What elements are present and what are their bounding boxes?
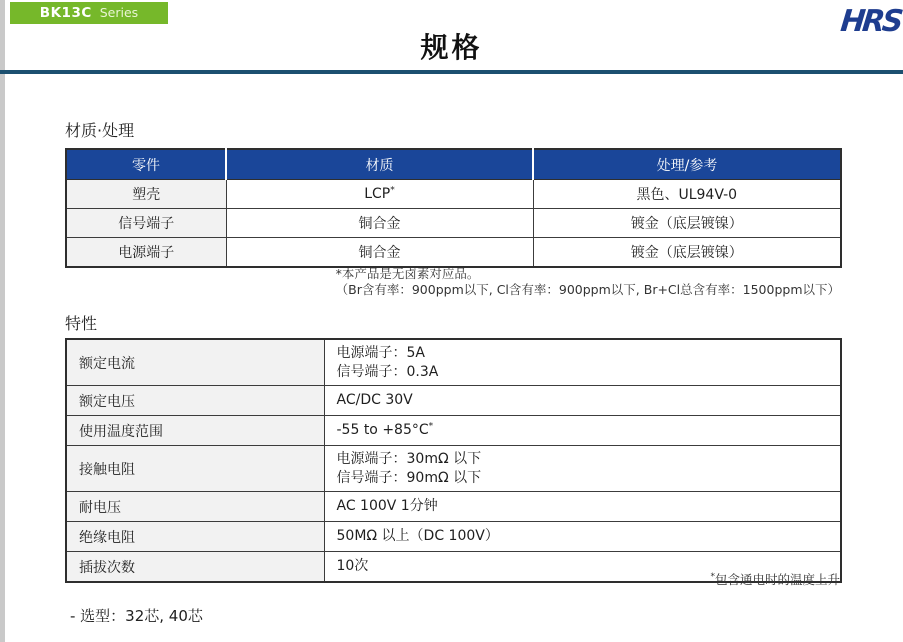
characteristics-value-line: AC 100V 1分钟 (336, 498, 438, 514)
materials-section-heading: 材质·处理 (65, 121, 135, 140)
characteristics-table-row (66, 446, 841, 492)
characteristics-cell-label: 额定电流 (66, 339, 324, 386)
characteristics-table-row (66, 339, 841, 386)
hrs-logo: HRS (838, 4, 903, 39)
characteristics-value-line: -55 to +85°C* (336, 421, 434, 438)
characteristics-section-heading: 特性 (65, 314, 98, 333)
materials-cell-finish: 镀金（底层镀镍） (533, 209, 841, 238)
characteristics-value-line: 10次 (336, 558, 369, 574)
characteristics-value-line: 电源端子：30mΩ 以下 (336, 450, 482, 467)
characteristics-cell-value (324, 492, 841, 522)
characteristics-cell-label: 接触电阻 (66, 446, 324, 492)
characteristics-table-row (66, 416, 841, 446)
characteristics-footnote-asterisk: * (710, 571, 715, 582)
characteristics-cell-label: 绝缘电阻 (66, 522, 324, 552)
characteristics-cell-value (324, 339, 841, 386)
characteristics-cell-value (324, 522, 841, 552)
materials-cell-material: 铜合金 (226, 209, 533, 238)
characteristics-table (65, 338, 842, 583)
characteristics-value-line: 信号端子：90mΩ 以下 (336, 469, 482, 486)
characteristics-footnote (65, 572, 840, 588)
characteristics-value-line: 50MΩ 以上（DC 100V） (336, 528, 499, 544)
characteristics-value-line: 电源端子：5A (336, 344, 425, 361)
series-badge-suffix: Series (99, 5, 139, 20)
materials-table-row (66, 180, 841, 209)
materials-cell-part: 塑壳 (66, 180, 226, 209)
characteristics-value-line: AC/DC 30V (336, 392, 413, 408)
materials-header-finish: 处理/参考 (533, 149, 841, 180)
characteristics-table-row (66, 492, 841, 522)
materials-header-part: 零件 (66, 149, 226, 180)
series-badge (10, 2, 168, 24)
materials-cell-part: 电源端子 (66, 238, 226, 268)
materials-table-header-row (66, 149, 841, 180)
materials-cell-finish: 镀金（底层镀镍） (533, 238, 841, 268)
characteristics-table-row (66, 386, 841, 416)
characteristics-cell-value (324, 416, 841, 446)
materials-footnote-line1: *本产品是无卤素对应品。 (335, 266, 480, 281)
characteristics-table-row (66, 522, 841, 552)
materials-cell-finish: 黑色、UL94V-0 (533, 180, 841, 209)
characteristics-value-line: 信号端子：0.3A (336, 363, 439, 380)
materials-cell-part: 信号端子 (66, 209, 226, 238)
page-title: 规格 (420, 31, 483, 64)
characteristics-cell-label: 使用温度范围 (66, 416, 324, 446)
characteristics-cell-label: 耐电压 (66, 492, 324, 522)
selection-note: - 选型：32芯, 40芯 (70, 607, 203, 625)
characteristics-cell-label: 额定电压 (66, 386, 324, 416)
series-badge-model: BK13C (39, 5, 92, 21)
characteristics-cell-label: 插拔次数 (66, 552, 324, 583)
materials-table-row (66, 238, 841, 268)
materials-table (65, 148, 842, 268)
materials-footnote (65, 266, 840, 298)
materials-header-material: 材质 (226, 149, 533, 180)
materials-cell-material: LCP* (226, 180, 533, 209)
header-divider-rule (0, 70, 903, 74)
page-left-edge (0, 0, 5, 642)
characteristics-cell-value (324, 386, 841, 416)
materials-cell-material: 铜合金 (226, 238, 533, 268)
characteristics-footnote-text: 包含通电时的温度上升 (714, 572, 840, 587)
characteristics-cell-value (324, 446, 841, 492)
materials-footnote-line2: （Br含有率：900ppm以下, Cl含有率：900ppm以下, Br+Cl总含有率：1500ppm以下） (335, 282, 840, 297)
materials-table-row (66, 209, 841, 238)
